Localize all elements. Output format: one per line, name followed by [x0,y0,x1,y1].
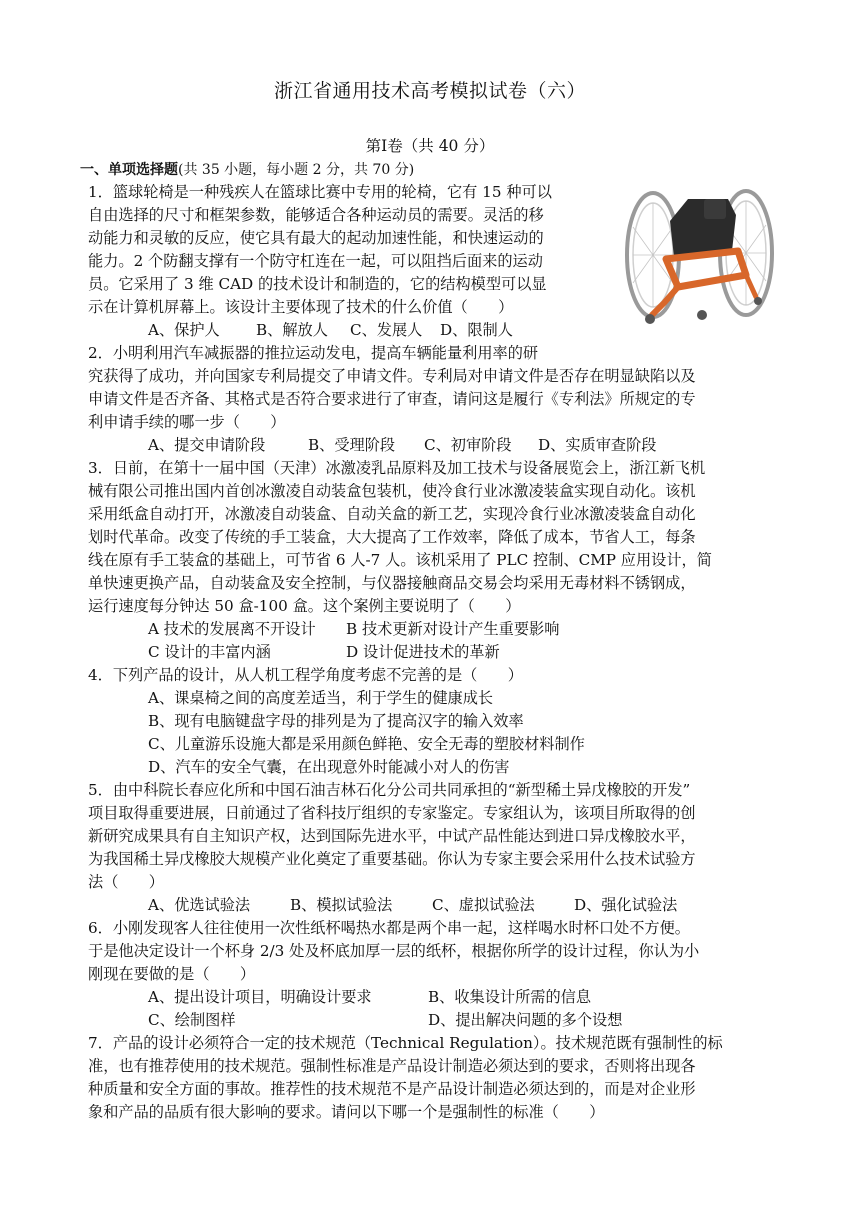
question-4-option-a: A、课桌椅之间的高度差适当，利于学生的健康成长 [148,689,494,707]
section-heading-label: 一、单项选择题 [80,162,178,178]
question-2-option-a: A、提交申请阶段 [148,436,266,454]
question-6-option-c: C、绘制图样 [148,1011,236,1029]
section-note: (共 35 小题，每小题 2 分，共 70 分) [178,162,415,178]
question-1-option-a: A、保护人 [148,321,220,339]
question-4-option-d: D、汽车的安全气囊，在出现意外时能减小对人的伤害 [148,758,510,776]
section-heading [80,159,414,179]
question-6-line-2: 于是他决定设计一个杯身 2/3 处及杯底加厚一层的纸杯，根据你所学的设计过程，你认为小 [88,942,700,960]
question-1-line-1: 1．篮球轮椅是一种残疾人在篮球比赛中专用的轮椅，它有 15 种可以 [88,183,552,201]
question-3-option-a: A 技术的发展离不开设计 [148,620,316,638]
question-5-line-4: 为我国稀土异戊橡胶大规模产业化奠定了重要基础。你认为专家主要会采用什么技术试验方 [88,850,696,868]
question-1-option-d: D、限制人 [440,321,513,339]
question-5-option-c: C、虚拟试验法 [432,896,535,914]
question-2-line-4: 利申请手续的哪一步（ ） [88,413,286,431]
question-3-line-1: 3．日前，在第十一届中国（天津）冰激凌乳品原料及加工技术与设备展览会上，浙江新飞机 [88,459,706,477]
question-5-option-d: D、强化试验法 [574,896,678,914]
question-5-line-2: 项目取得重要进展，日前通过了省科技厅组织的专家鉴定。专家组认为，该项目所取得的创 [88,804,696,822]
question-2-line-1: 2．小明利用汽车减振器的推拉运动发电，提高车辆能量利用率的研 [88,344,539,362]
question-4-option-b: B、现有电脑键盘字母的排列是为了提高汉字的输入效率 [148,712,524,730]
question-3-line-5: 线在原有手工装盒的基础上，可节省 6 人-7 人。该机采用了 PLC 控制、CMP 应用设计，简 [88,551,712,569]
question-7-line-3: 种质量和安全方面的事故。推荐性的技术规范不是产品设计制造必须达到的，而是对企业形 [88,1080,696,1098]
question-3-line-6: 单快速更换产品，自动装盒及安全控制，与仪器接触商品交易会均采用无毒材料不锈钢成， [88,574,696,592]
question-5-line-5: 法（ ） [88,873,164,891]
question-1-line-3: 动能力和灵敏的反应，使它具有最大的起动加速性能，和快速运动的 [88,229,544,247]
question-2-line-3: 申请文件是否齐备、其格式是否符合要求进行了审查，请问这是履行《专利法》所规定的专 [88,390,696,408]
question-1-option-b: B、解放人 [256,321,328,339]
part-title: 第Ⅰ卷（共 40 分） [365,137,495,155]
question-7-line-1: 7．产品的设计必须符合一定的技术规范（Technical Regulation）。技术规范既有强制性的标 [88,1034,723,1052]
question-1-line-2: 自由选择的尺寸和框架参数，能够适合各种运动员的需要。灵活的移 [88,206,544,224]
question-7-line-2: 准，也有推荐使用的技术规范。强制性标准是产品设计制造必须达到的要求，否则将出现各 [88,1057,696,1075]
question-3-option-d: D 设计促进技术的革新 [346,643,500,661]
page-title: 浙江省通用技术高考模拟试卷（六） [273,80,586,102]
question-3-line-3: 采用纸盒自动打开，冰激凌自动装盒、自动关盒的新工艺，实现冷食行业冰激凌装盒自动化 [88,505,696,523]
question-1-line-6: 示在计算机屏幕上。该设计主要体现了技术的什么价值（ ） [88,298,514,316]
question-6-option-a: A、提出设计项目，明确设计要求 [148,988,372,1006]
question-5-line-3: 新研究成果具有自主知识产权，达到国际先进水平，中试产品性能达到进口异戊橡胶水平， [88,827,696,845]
question-1-option-c: C、发展人 [350,321,423,339]
question-6-option-b: B、收集设计所需的信息 [428,988,592,1006]
question-1-line-4: 能力。2 个防翻支撑有一个防守杠连在一起，可以阻挡后面来的运动 [88,252,543,270]
question-3-line-2: 械有限公司推出国内首创冰激凌自动装盒包装机，使冷食行业冰激凌装盒实现自动化。该机 [88,482,696,500]
question-5-option-b: B、模拟试验法 [290,896,393,914]
wheelchair-image [618,181,782,329]
question-3-option-c: C 设计的丰富内涵 [148,643,271,661]
question-2-option-c: C、初审阶段 [424,436,512,454]
question-7-line-4: 象和产品的品质有很大影响的要求。请问以下哪一个是强制性的标准（ ） [88,1103,605,1121]
question-1-line-5: 员。它采用了 3 维 CAD 的技术设计和制造的，它的结构模型可以显 [88,275,547,293]
question-3-option-b: B 技术更新对设计产生重要影响 [346,620,560,638]
question-2-option-d: D、实质审查阶段 [538,436,657,454]
question-2-line-2: 究获得了成功，并向国家专利局提交了申请文件。专利局对申请文件是否存在明显缺陷以及 [88,367,696,385]
question-4-line-1: 4．下列产品的设计，从人机工程学角度考虑不完善的是（ ） [88,666,523,684]
question-6-line-1: 6．小刚发现客人往往使用一次性纸杯喝热水都是两个串一起，这样喝水时杯口处不方便。 [88,919,690,937]
question-3-line-4: 划时代革命。改变了传统的手工装盒，大大提高了工作效率，降低了成本，节省人工，每条 [88,528,696,546]
question-5-line-1: 5．由中科院长春应化所和中国石油吉林石化分公司共同承担的“新型稀土异戊橡胶的开发” [88,781,691,799]
question-5-option-a: A、优选试验法 [148,896,251,914]
question-2-option-b: B、受理阶段 [308,436,396,454]
question-6-line-3: 刚现在要做的是（ ） [88,965,256,983]
question-3-line-7: 运行速度每分钟达 50 盒-100 盒。这个案例主要说明了（ ） [88,597,521,615]
question-6-option-d: D、提出解决问题的多个设想 [428,1011,623,1029]
question-4-option-c: C、儿童游乐设施大都是采用颜色鲜艳、安全无毒的塑胶材料制作 [148,735,585,753]
